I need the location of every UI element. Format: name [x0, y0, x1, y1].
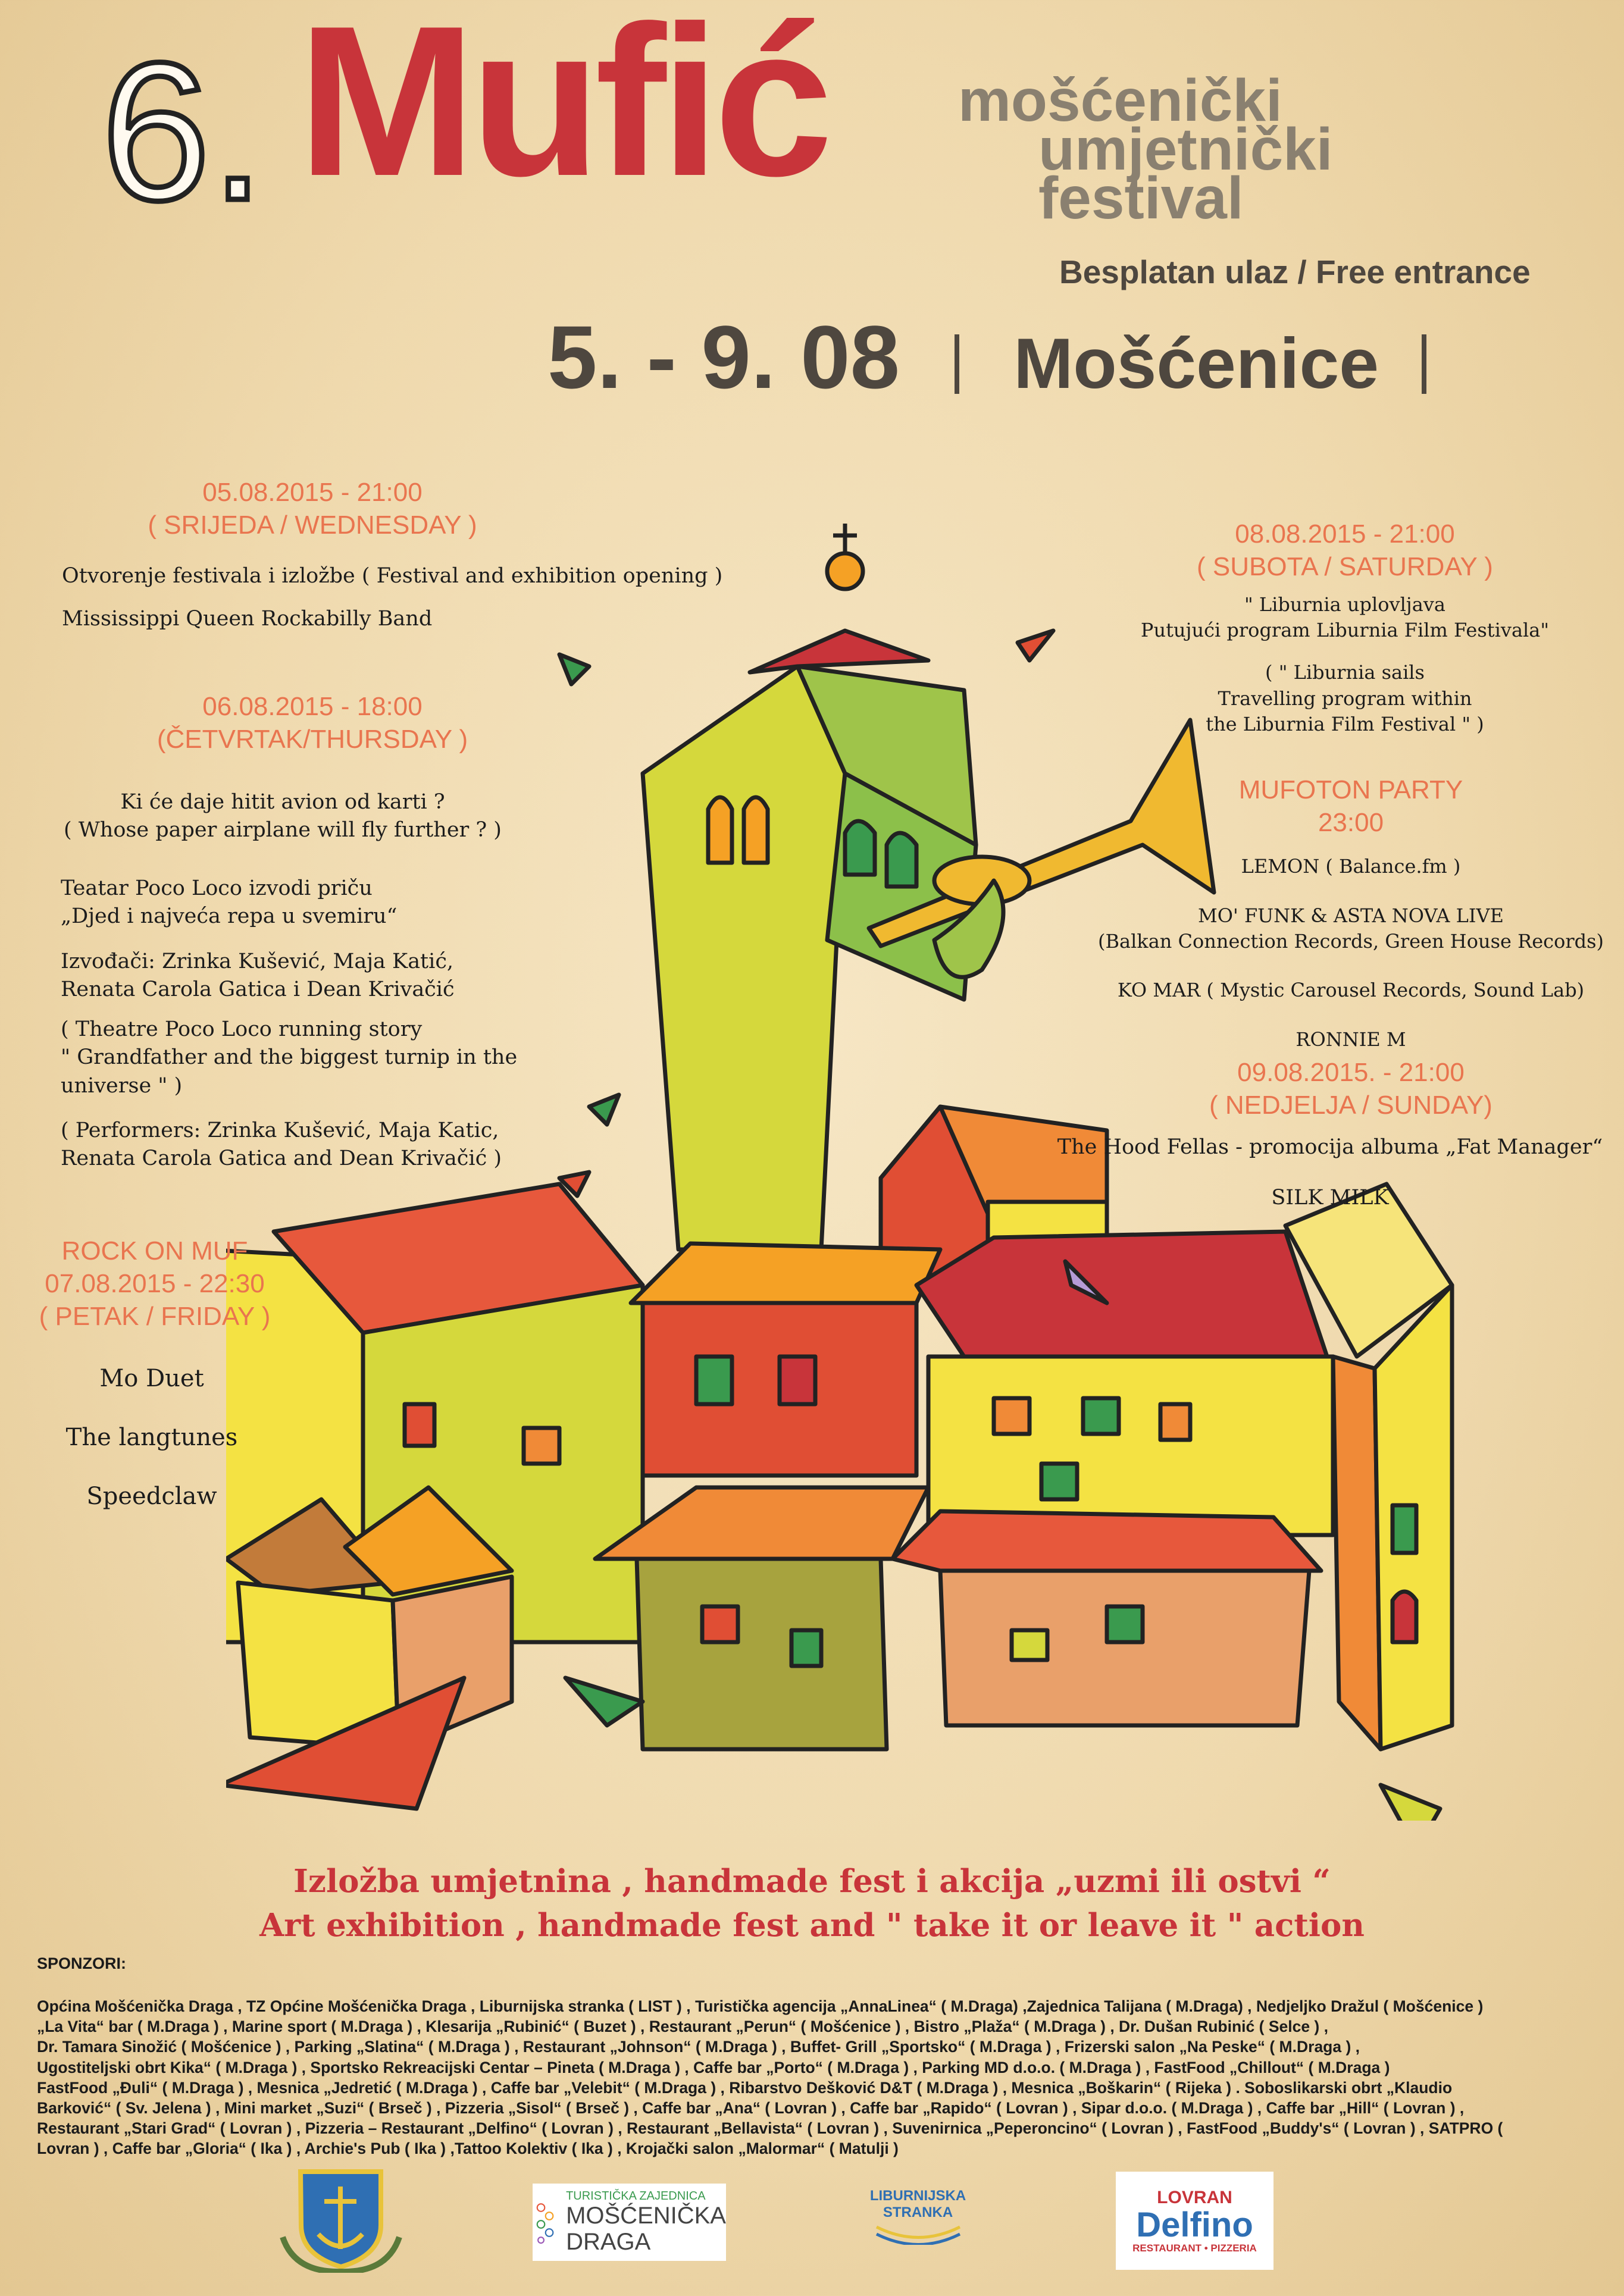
day4-line: ( " Liburnia sails [1265, 661, 1425, 684]
sponsors-line: Lovran ) , Caffe bar „Gloria“ ( Ika ) , Archie's Pub ( Ika ) ,Tattoo Kolektiv ( Ika ) , Krojački salon „Malormar“ ( Matulji ) [37, 2140, 899, 2158]
day3-bands [0, 1362, 303, 1512]
tz-line-3: DRAGA [566, 2229, 651, 2255]
day3-header [0, 1235, 309, 1333]
day5-header [1119, 1056, 1583, 1122]
day5-day: ( NEDJELJA / SUNDAY) [1209, 1091, 1492, 1120]
tz-moscenicka-draga-logo [533, 2184, 726, 2261]
day3-day: ( PETAK / FRIDAY ) [39, 1302, 271, 1331]
delfino-line-1: LOVRAN [1157, 2187, 1232, 2207]
dates-text: 5. - 9. 08 [547, 307, 900, 407]
sponsors-line: Dr. Tamara Sinožić ( Mošćenice ) , Parking „Slatina“ ( M.Draga ) , Restaurant „Johnson“ ( M.Draga ) , Buffet- Grill „Sportsko“ ( M.Draga ) , Frizerski salon „Na Peske“ ( M.Draga ) , [37, 2038, 1360, 2056]
sponsors-line: Općina Mošćenička Draga , TZ Općine Mošćenička Draga , Liburnijska stranka ( LIST ) , Turistička agencija „AnnaLinea“ ( M.Draga) ,Zajednica Talijana ( M.Draga) , Nedjeljko Dražul ( Mošćenice ) [37, 1997, 1484, 2015]
sponsors-list [37, 1996, 1602, 2159]
day4-line: " Liburnia uplovljava [1244, 593, 1445, 616]
sponsors-line: FastFood „Đuli“ ( M.Draga ) , Mesnica „Jedretić ( M.Draga ) , Caffe bar „Velebit“ ( M.Draga ) , Ribarstvo Dešković D&T ( M.Draga ) , Mesnica „Boškarin“ ( Rijeka ) . Soboslikarski obrt „Klaudio [37, 2078, 1453, 2097]
day4-line: Putujući program Liburnia Film Festivala" [1140, 619, 1550, 642]
day4-date: 08.08.2015 - 21:00 [1235, 519, 1455, 549]
day2-date: 06.08.2015 - 18:00 [202, 692, 423, 721]
exhibition-line-1: Izložba umjetnina , handmade fest i akcija „uzmi ili ostvi “ [293, 1863, 1331, 1900]
exhibition-line-2: Art exhibition , handmade fest and " take it or leave it " action [259, 1907, 1365, 1944]
sponsors-line: Barković“ ( Sv. Jelena ) , Mini market „Suzi“ ( Brseč ) , Pizzeria „Sisol“ ( Brseč ) , Caffe bar „Ana“ ( Lovran ) , Caffe bar „Rapido“ ( Lovran ) , Sipar d.o.o. ( M.Draga ) , Caffe bar „Hill“ ( Lovran ) , [37, 2098, 1465, 2117]
day2-line: " Grandfather and the biggest turnip in the [61, 1045, 518, 1070]
day3-heading: ROCK ON MUF [61, 1236, 248, 1266]
day4-day: ( SUBOTA / SATURDAY ) [1197, 552, 1493, 581]
festival-dates [547, 307, 1426, 407]
day4-program [1089, 592, 1601, 737]
day1-date: 05.08.2015 - 21:00 [202, 478, 423, 507]
day1-line: Mississippi Queen Rockabilly Band [62, 607, 433, 631]
wave-icon [874, 2221, 963, 2245]
day3-date: 07.08.2015 - 22:30 [45, 1269, 265, 1298]
day5-date: 09.08.2015. - 21:00 [1237, 1058, 1465, 1087]
day1-day: ( SRIJEDA / WEDNESDAY ) [148, 510, 477, 540]
day1-line: Otvorenje festivala i izložbe ( Festival and exhibition opening ) [62, 564, 723, 588]
day5-line: The Hood Fellas - promocija albuma „Fat Manager“ [1057, 1135, 1603, 1159]
day4-header [1119, 518, 1571, 583]
subtitle-line-1: mošćenički [958, 67, 1282, 134]
day2-theatre [61, 875, 596, 1173]
day2-line: ( Theatre Poco Loco running story [61, 1017, 423, 1041]
party-header [1101, 773, 1601, 839]
edition-text: 6. [101, 36, 265, 214]
day5-line: SILK MILK [1271, 1186, 1389, 1210]
party-line: RONNIE M [1296, 1028, 1406, 1051]
sponsors-heading: SPONZORI: [37, 1954, 127, 1972]
day2-line: Teatar Poco Loco izvodi priču [61, 876, 373, 900]
day2-line: ( Performers: Zrinka Kušević, Maja Katic, [61, 1118, 499, 1142]
party-line: MO' FUNK & ASTA NOVA LIVE [1197, 904, 1504, 928]
party-time: 23:00 [1318, 808, 1384, 837]
municipality-coat-of-arms [277, 2166, 405, 2273]
tz-line-1: TURISTIČKA ZAJEDNICA [566, 2189, 706, 2203]
sponsors-line: „La Vita“ bar ( M.Draga ) , Marine sport ( M.Draga ) , Klesarija „Rubinić“ ( Buzet ) , Restaurant „Perun“ ( Mošćenice ) , Bistro „Plaža“ ( M.Draga ) , Dr. Dušan Rubinić ( Selce ) , [37, 2018, 1328, 2036]
festival-subtitle [958, 67, 1494, 231]
exhibition-banner [0, 1859, 1624, 1947]
circles-icon [533, 2189, 566, 2255]
divider [955, 334, 959, 394]
party-title: MUFOTON PARTY [1238, 775, 1463, 804]
sponsors-line: Restaurant „Stari Grad“ ( Lovran ) , Pizzeria – Restaurant „Delfino“ ( Lovran ) , Restaurant „Bellavista“ ( Lovran ) , Suvenirnica „Peperoncino“ ( Lovran ) , FastFood „Buddy's“ ( Lovran ) , SATPRO ( [37, 2119, 1503, 2138]
tz-line-2: MOŠĆENIČKA [566, 2203, 726, 2229]
delfino-line-3: RESTAURANT • PIZZERIA [1132, 2242, 1257, 2254]
day2-line: ( Whose paper airplane will fly further ? ) [64, 818, 502, 842]
day2-line: Renata Carola Gatica i Dean Krivačić [61, 977, 455, 1001]
day2-line: Izvođači: Zrinka Kušević, Maja Katić, [61, 949, 454, 973]
delfino-line-2: Delfino [1136, 2205, 1253, 2244]
day2-header [65, 690, 559, 756]
day2-activity [60, 788, 506, 845]
list-line-2: STRANKA [883, 2204, 953, 2220]
festival-title: Mufić [298, 0, 827, 221]
place-text: Mošćenice [1013, 324, 1379, 403]
subtitle-line-2: umjetnički [1038, 116, 1333, 183]
liburnijska-stranka-logo [869, 2172, 967, 2261]
day5-program [1035, 1133, 1624, 1213]
day4-line: the Liburnia Film Festival " ) [1206, 712, 1484, 735]
day2-day: (ČETVRTAK/THURSDAY ) [157, 725, 468, 754]
day2-line: Renata Carola Gatica and Dean Krivačić ) [61, 1147, 502, 1170]
party-line: LEMON ( Balance.fm ) [1241, 855, 1461, 878]
subtitle-line-3: festival [1038, 165, 1244, 231]
day3-band: The langtunes [65, 1424, 238, 1451]
day1-header [65, 476, 559, 541]
free-entrance: Besplatan ulaz / Free entrance [1059, 253, 1531, 290]
day3-band: Mo Duet [99, 1365, 204, 1392]
day2-line: „Djed i najveća repa u svemiru“ [61, 904, 398, 929]
day4-line: Travelling program within [1218, 687, 1472, 710]
delfino-logo [1116, 2172, 1273, 2270]
party-lineup [1095, 854, 1607, 1053]
divider [1422, 334, 1426, 394]
day2-line: universe " ) [61, 1073, 183, 1098]
sponsors-line: Ugostiteljski obrt Kika“ ( M.Draga ) , Sportsko Rekreacijski Centar – Pineta ( M.Draga ) , Caffe bar „Porto“ ( M.Draga ) , Parking MD d.o.o. ( M.Draga ) , FastFood „Chillout“ ( M.Draga ) [37, 2058, 1390, 2076]
list-line-1: LIBURNIJSKA [869, 2188, 966, 2204]
party-line: KO MAR ( Mystic Carousel Records, Sound Lab) [1117, 978, 1585, 1001]
day2-line: Ki će daje hitit avion od karti ? [120, 790, 445, 814]
edition-number [95, 36, 292, 214]
party-line: (Balkan Connection Records, Green House Records) [1097, 930, 1604, 953]
day1-program [62, 562, 776, 634]
day3-band: Speedclaw [86, 1483, 217, 1510]
